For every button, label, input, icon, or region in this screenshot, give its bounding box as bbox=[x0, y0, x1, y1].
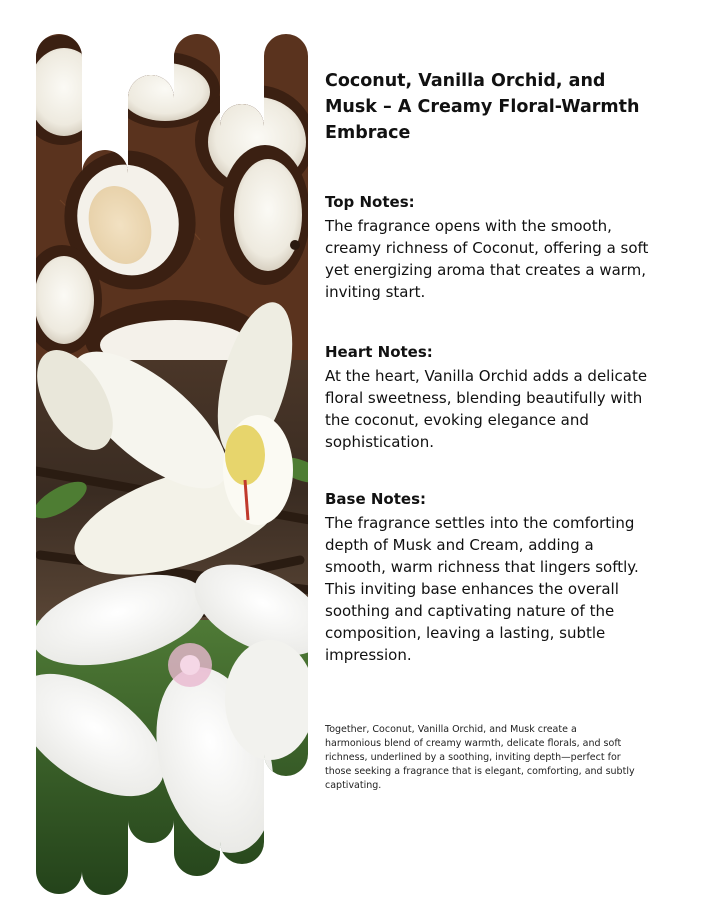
top-notes-section bbox=[325, 192, 655, 303]
heart-notes-heading: Heart Notes: bbox=[325, 343, 433, 361]
base-notes-section bbox=[325, 489, 655, 666]
page-title: Coconut, Vanilla Orchid, and Musk – A Creamy Floral-Warmth Embrace bbox=[325, 71, 640, 143]
base-notes-text: The fragrance settles into the comforting depth of Musk and Cream, adding a smooth, warm richness that lingers softly. This inviting base enhances the overall soothing and captivating nature of the composition, leaving a lasting, subtle impression. bbox=[325, 514, 639, 664]
fragrance-description bbox=[325, 68, 655, 791]
coconut-half-right bbox=[220, 145, 310, 285]
top-notes-text: The fragrance opens with the smooth, creamy richness of Coconut, offering a soft yet energizing aroma that creates a warm, inviting start. bbox=[325, 217, 649, 301]
heart-notes-text: At the heart, Vanilla Orchid adds a delicate floral sweetness, blending beautifully with the coconut, evoking elegance and sophistication. bbox=[325, 367, 648, 451]
heart-notes-section bbox=[325, 342, 655, 453]
coconut-half-top-left bbox=[16, 35, 108, 145]
closing-summary: Together, Coconut, Vanilla Orchid, and Musk create a harmonious blend of creamy warmth, delicate florals, and soft richness, underlined by a soothing, inviting depth—perfect for those seeking a fragrance that is elegant, comforting, and subtly captivating. bbox=[325, 724, 635, 791]
base-notes-heading: Base Notes: bbox=[325, 490, 427, 508]
top-notes-heading: Top Notes: bbox=[325, 193, 415, 211]
